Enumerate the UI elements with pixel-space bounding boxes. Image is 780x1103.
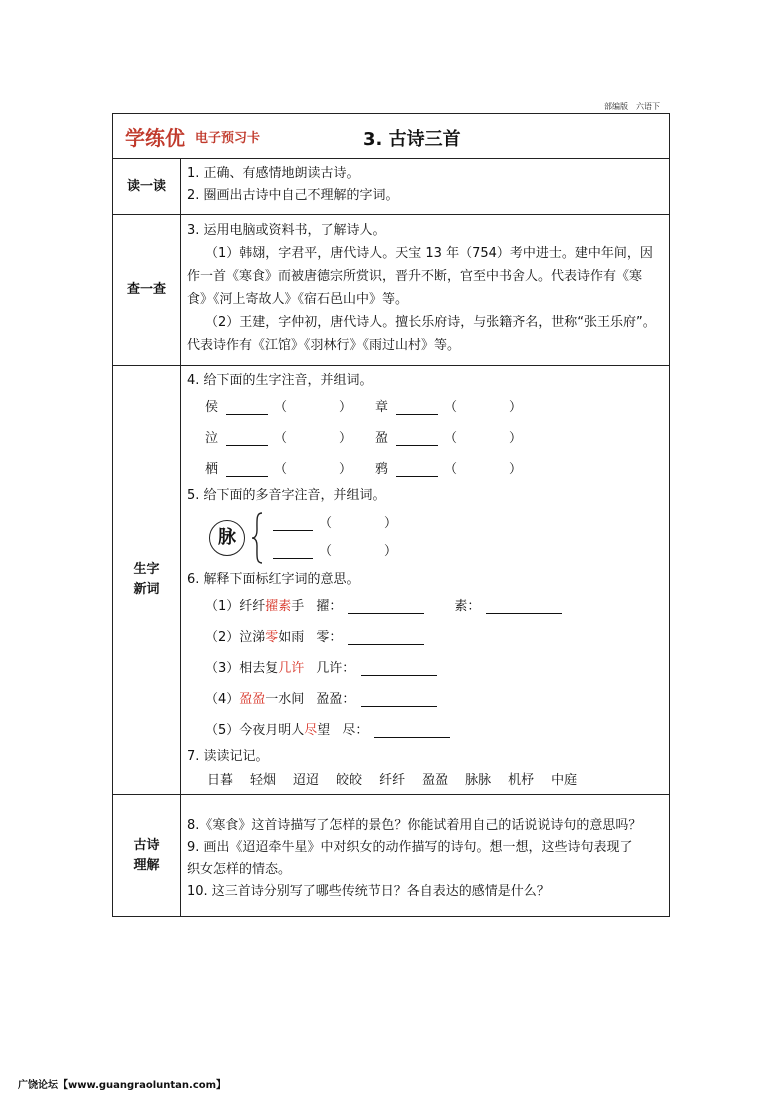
vocab-item: 日暮	[207, 773, 234, 788]
char: 侯	[205, 399, 219, 415]
text-line: 2. 圈画出古诗中自己不理解的字词。	[187, 188, 399, 203]
section-content	[181, 366, 669, 794]
explain-key: 擢：	[316, 598, 343, 614]
explain-row	[187, 622, 663, 653]
explain-text: 望	[317, 722, 331, 738]
section-label	[113, 795, 181, 916]
explain-text: （5）今夜月明人	[205, 722, 305, 738]
word-paren[interactable]: （ ）	[274, 399, 353, 415]
explain-row	[187, 684, 663, 715]
word-paren[interactable]: （ ）	[274, 461, 353, 477]
explain-key: 尽：	[342, 722, 369, 738]
text-line: 作一首《寒食》而被唐德宗所赏识，晋升不断，官至中书舍人。代表诗作有《寒	[187, 269, 643, 284]
pinyin-blank[interactable]	[226, 463, 268, 477]
text-line: 食》《河上寄故人》《宿石邑山中》等。	[187, 292, 409, 307]
section-label: 查一查	[113, 215, 181, 365]
text-line: 1. 正确、有感情地朗读古诗。	[187, 166, 360, 181]
text-line: 织女怎样的情态。	[187, 862, 292, 877]
preview-card	[112, 113, 670, 917]
char: 鸦	[375, 461, 389, 477]
section-content	[181, 215, 669, 365]
word-paren[interactable]: （ ）	[444, 461, 523, 477]
question-8: 8.《寒食》这首诗描写了怎样的景色？你能试着用自己的话说说诗句的意思吗？	[187, 818, 642, 833]
vocab-item: 脉脉	[465, 773, 492, 788]
word-paren[interactable]: （ ）	[444, 399, 523, 415]
question-10: 10. 这三首诗分别写了哪些传统节日？各自表达的感情是什么？	[187, 884, 550, 899]
pinyin-blank[interactable]	[273, 517, 313, 531]
explain-row	[187, 653, 663, 684]
section-label: 读一读	[113, 159, 181, 214]
section-read	[113, 158, 669, 214]
vocab-item: 盈盈	[422, 773, 449, 788]
text-line: （1）韩翃，字君平，唐代诗人。天宝 13 年（754）考中进士。建中年间，因	[205, 246, 653, 261]
section-words	[113, 365, 669, 794]
text-line: （2）王建，字仲初，唐代诗人。擅长乐府诗，与张籍齐名，世称“张王乐府”。	[205, 315, 656, 330]
word-paren[interactable]: （ ）	[319, 544, 398, 559]
explain-key: 几许：	[316, 660, 356, 676]
highlight-word: 擢素	[265, 598, 292, 614]
question-4: 4. 给下面的生字注音，并组词。	[187, 373, 373, 388]
card-header	[113, 114, 669, 158]
word-paren[interactable]: （ ）	[319, 516, 398, 531]
explain-text: 手	[291, 598, 305, 614]
label-line: 理解	[133, 857, 160, 873]
char: 章	[375, 399, 389, 415]
edition-label: 部编版 六语下	[604, 102, 660, 111]
section-content	[181, 795, 669, 916]
explain-row	[187, 591, 663, 622]
pinyin-blank[interactable]	[396, 432, 438, 446]
highlight-word: 几许	[278, 660, 305, 676]
char: 盈	[375, 430, 389, 446]
word-paren[interactable]: （ ）	[444, 430, 523, 446]
brand-logo: 学练优	[125, 125, 185, 150]
highlight-word: 盈盈	[239, 691, 266, 707]
answer-blank[interactable]	[361, 693, 437, 707]
vocab-item: 机杼	[508, 773, 535, 788]
vocab-item: 轻烟	[250, 773, 277, 788]
answer-blank[interactable]	[374, 724, 450, 738]
brand-subtitle: 电子预习卡	[195, 130, 261, 146]
section-check	[113, 214, 669, 365]
pinyin-row	[187, 454, 663, 485]
explain-text: （3）相去复	[205, 660, 279, 676]
explain-key: 素：	[454, 598, 481, 614]
section-content	[181, 159, 669, 214]
answer-blank[interactable]	[348, 600, 424, 614]
vocab-item: 中庭	[551, 773, 578, 788]
pinyin-row	[187, 392, 663, 423]
explain-text: 一水间	[265, 691, 305, 707]
pinyin-row	[187, 423, 663, 454]
question-6: 6. 解释下面标红字词的意思。	[187, 572, 360, 587]
explain-text: （2）泣涕	[205, 629, 266, 645]
vocab-item: 纤纤	[379, 773, 406, 788]
label-line: 古诗	[133, 837, 160, 853]
polyphone-block	[187, 507, 663, 569]
answer-blank[interactable]	[361, 662, 437, 676]
pinyin-blank[interactable]	[226, 401, 268, 415]
section-poem	[113, 794, 669, 916]
explain-text: （1）纤纤	[205, 598, 266, 614]
char: 栖	[205, 461, 219, 477]
pinyin-blank[interactable]	[396, 463, 438, 477]
pinyin-blank[interactable]	[396, 401, 438, 415]
vocab-item: 迢迢	[293, 773, 320, 788]
explain-text: 如雨	[278, 629, 305, 645]
explain-text: （4）	[205, 691, 240, 707]
page-title: 3. 古诗三首	[363, 129, 461, 150]
question-7: 7. 读读记记。	[187, 749, 269, 764]
text-line: 3. 运用电脑或资料书，了解诗人。	[187, 223, 386, 238]
label-line: 生字	[133, 562, 160, 577]
answer-blank[interactable]	[486, 600, 562, 614]
answer-blank[interactable]	[348, 631, 424, 645]
polyphone-char: 脉	[209, 520, 245, 556]
section-label	[113, 366, 181, 794]
explain-row	[187, 715, 663, 746]
vocab-item: 皎皎	[336, 773, 363, 788]
highlight-word: 尽	[304, 722, 318, 738]
question-5: 5. 给下面的多音字注音，并组词。	[187, 488, 386, 503]
label-line: 新词	[133, 582, 160, 597]
text-line: 代表诗作有《江馆》《羽林行》《雨过山村》等。	[187, 338, 461, 353]
explain-key: 零：	[316, 629, 343, 645]
pinyin-blank[interactable]	[226, 432, 268, 446]
char: 泣	[205, 430, 219, 446]
question-9: 9. 画出《迢迢牵牛星》中对织女的动作描写的诗句。想一想，这些诗句表现了	[187, 840, 633, 855]
vocab-list	[187, 768, 663, 794]
word-paren[interactable]: （ ）	[274, 430, 353, 446]
explain-key: 盈盈：	[316, 691, 356, 707]
highlight-word: 零	[265, 629, 279, 645]
pinyin-blank[interactable]	[273, 545, 313, 559]
site-footer: 广饶论坛【www.guangraoluntan.com】	[18, 1080, 227, 1091]
brace-icon	[251, 512, 263, 564]
